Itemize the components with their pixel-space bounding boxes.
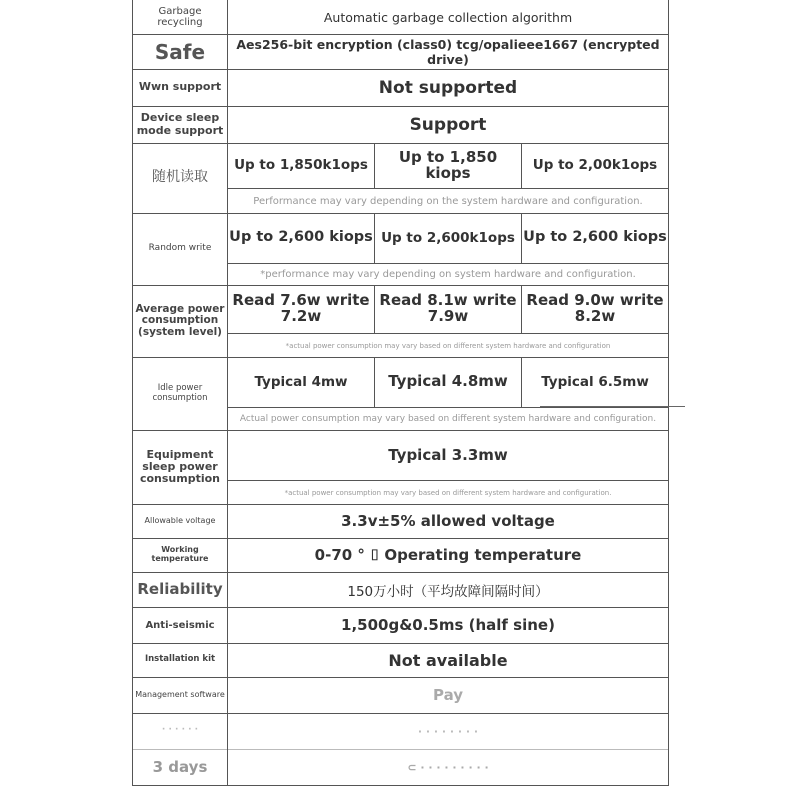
spec-label: Safe — [132, 34, 228, 69]
spec-label: Management software — [132, 677, 228, 713]
spec-value-col-1: Up to 1,850k1ops — [234, 157, 368, 174]
spec-value: Not available — [228, 643, 669, 677]
spec-value: Automatic garbage collection algorithm — [228, 0, 669, 34]
spec-value: 0-70 ° ⌷ Operating temperature — [228, 538, 669, 572]
spec-row-garbage-recycling — [132, 0, 669, 35]
spec-note: *actual power consumption may vary based on different system hardware and configuration — [228, 333, 669, 357]
spec-label: Installation kit — [132, 643, 228, 677]
spec-note: Actual power consumption may vary based on different system hardware and configuration. — [228, 407, 669, 430]
spec-label: Wwn support — [132, 69, 228, 106]
spec-row-anti-seismic — [132, 607, 669, 644]
spec-row-faded — [132, 713, 669, 750]
spec-row-safe — [132, 34, 669, 70]
spec-value-col-1: Typical 4mw — [254, 373, 348, 390]
spec-label: · · · · · · — [132, 713, 228, 749]
spec-row-random-read — [132, 143, 669, 214]
spec-label: Average power consumption (system level) — [132, 285, 228, 357]
spec-values — [228, 285, 669, 333]
spec-label: Allowable voltage — [132, 504, 228, 538]
spec-table — [132, 0, 669, 786]
spec-note: *performance may vary depending on system hardware and configuration. — [228, 263, 669, 285]
spec-value: Pay — [228, 677, 669, 713]
spec-values — [228, 357, 669, 407]
spec-value: Typical 3.3mw — [228, 430, 669, 480]
spec-label: Equipment sleep power consumption — [132, 430, 228, 504]
spec-label: 3 days — [132, 749, 228, 785]
spec-value: Aes256-bit encryption (class0) tcg/opalieee1667 (encrypted drive) — [228, 34, 669, 69]
spec-row-device-sleep — [132, 106, 669, 144]
spec-label: Reliability — [132, 572, 228, 607]
spec-row-random-write — [132, 213, 669, 286]
spec-label: Garbage recycling — [132, 0, 228, 34]
spec-label: Random write — [132, 213, 228, 285]
spec-value-col-3: Up to 2,600 kiops — [521, 213, 668, 263]
spec-row-reliability — [132, 572, 669, 608]
divider-line — [540, 406, 685, 407]
spec-value: 150万小时（平均故障间隔时间） — [228, 572, 669, 607]
spec-value-col-3: Up to 2,00k1ops — [521, 143, 668, 188]
spec-row-installation-kit — [132, 643, 669, 678]
spec-value: · · · · · · · · — [228, 713, 669, 749]
spec-value-col-2: Typical 4.8mw — [374, 357, 521, 407]
spec-value-col-3: Typical 6.5mw — [521, 357, 668, 407]
spec-label: 随机读取 — [132, 143, 228, 213]
spec-row-average-power — [132, 285, 669, 358]
spec-note: *actual power consumption may vary based on different system hardware and configuration. — [228, 480, 669, 504]
spec-row-wwn-support — [132, 69, 669, 107]
spec-row-sleep-power — [132, 430, 669, 505]
spec-value-col-1: Up to 2,600 kiops — [229, 229, 373, 246]
spec-row-management-software — [132, 677, 669, 714]
spec-label: Idle power consumption — [132, 357, 228, 430]
spec-value: Not supported — [228, 69, 669, 106]
spec-value: Support — [228, 106, 669, 143]
spec-row-idle-power — [132, 357, 669, 431]
spec-value: ⊂ · · · · · · · · · — [228, 749, 669, 785]
spec-values — [228, 143, 669, 188]
spec-value-col-1: Read 7.6w write 7.2w — [232, 291, 370, 325]
spec-value-col-2: Up to 1,850 kiops — [374, 143, 521, 188]
spec-row-voltage — [132, 504, 669, 539]
spec-label: Working temperature — [132, 538, 228, 572]
spec-row-warranty — [132, 749, 669, 786]
spec-value: 1,500g&0.5ms (half sine) — [228, 607, 669, 643]
spec-value: 3.3v±5% allowed voltage — [228, 504, 669, 538]
spec-row-temperature — [132, 538, 669, 573]
spec-value-col-2: Read 8.1w write 7.9w — [374, 285, 521, 333]
spec-note: Performance may vary depending on the system hardware and configuration. — [228, 188, 669, 213]
spec-value-col-2: Up to 2,600k1ops — [374, 213, 521, 263]
spec-value-col-3: Read 9.0w write 8.2w — [521, 285, 668, 333]
spec-values — [228, 213, 669, 263]
spec-label: Device sleep mode support — [132, 106, 228, 143]
spec-label: Anti-seismic — [132, 607, 228, 643]
